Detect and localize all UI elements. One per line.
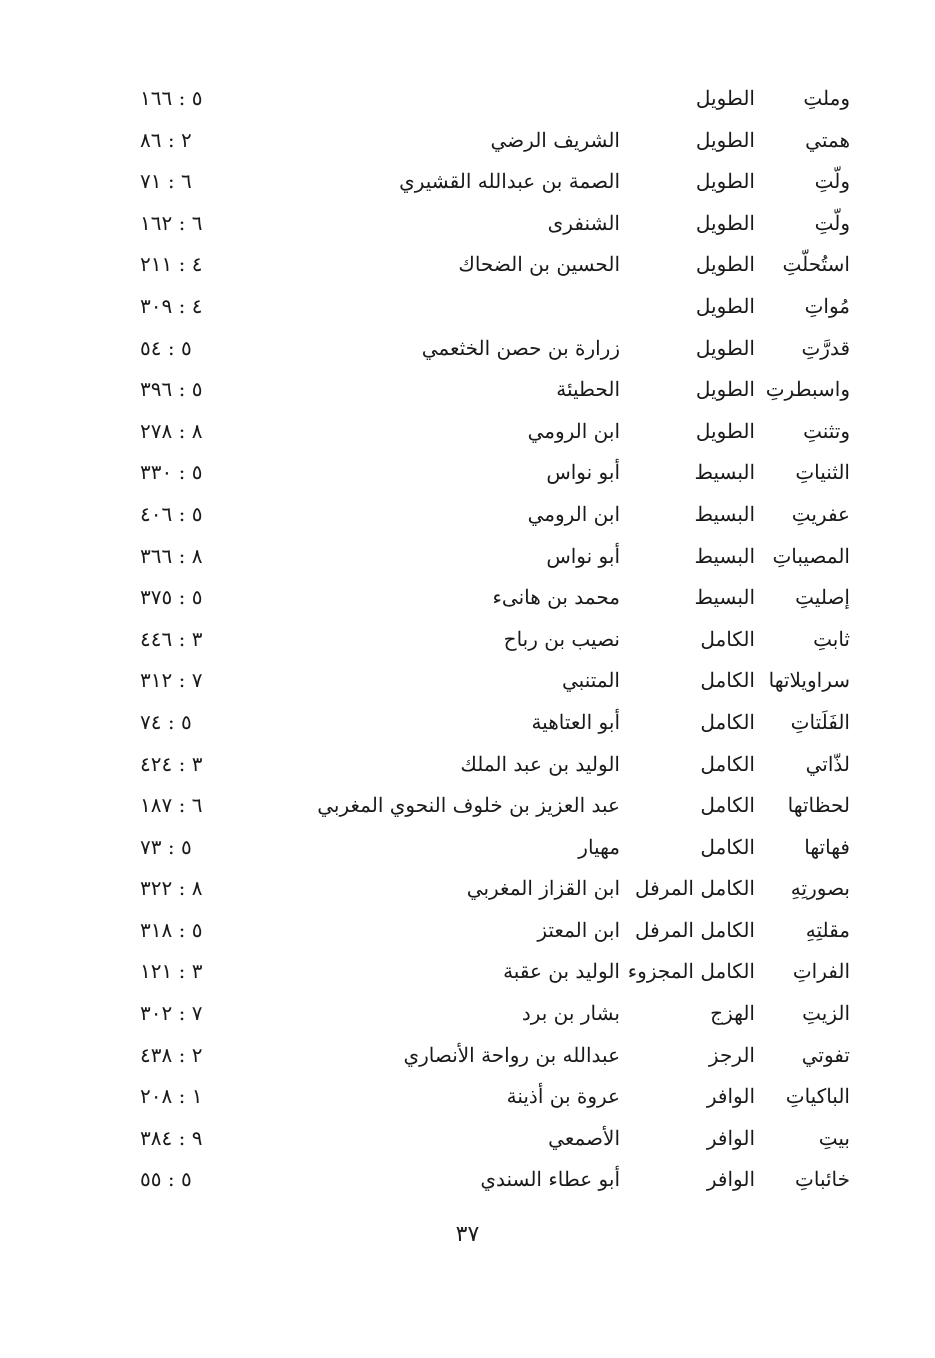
meter-name: الرجز (708, 1042, 755, 1067)
meter-name: الطويل (695, 377, 755, 402)
rhyme-word: الفراتِ (792, 959, 850, 984)
index-row (0, 789, 935, 831)
meter-name: الكامل (700, 834, 755, 859)
rhyme-word: قدرَّتِ (801, 335, 850, 360)
poet-name: الحسين بن الضحاك (458, 252, 620, 277)
rhyme-word: بصورتِهِ (790, 876, 850, 901)
volume-page-ref: ٦ : ١٨٧ (140, 793, 203, 818)
index-row (0, 1163, 935, 1205)
poet-name: الوليد بن عقبة (503, 959, 620, 984)
volume-page-ref: ٤ : ٣٠٩ (140, 293, 203, 318)
poet-name: ابن الرومي (527, 418, 620, 443)
rhyme-word: خائباتِ (795, 1167, 850, 1192)
meter-name: الهزج (710, 1001, 755, 1026)
rhyme-word: همتي (805, 127, 850, 152)
rhyme-word: ثابتِ (813, 626, 850, 651)
poet-name: أبو نواس (546, 543, 620, 568)
index-row (0, 748, 935, 790)
rhyme-word: الثنياتِ (795, 460, 850, 485)
meter-name: البسيط (694, 501, 755, 526)
poet-name: بشار بن برد (521, 1001, 620, 1026)
meter-name: الوافر (706, 1167, 755, 1192)
meter-name: الكامل المجزوء (627, 959, 755, 984)
index-row (0, 82, 935, 124)
rhyme-word: فهاتها (804, 834, 850, 859)
rhyme-word: ولّتِ (814, 169, 850, 194)
meter-name: الطويل (695, 86, 755, 110)
poet-name: عروة بن أذينة (506, 1084, 620, 1109)
meter-name: الوافر (706, 1084, 755, 1109)
meter-name: الكامل المرفل (635, 917, 755, 942)
index-row (0, 1122, 935, 1164)
poet-name: عبدالله بن رواحة الأنصاري (403, 1042, 620, 1067)
poet-name: محمد بن هانىء (492, 585, 620, 610)
poet-name: أبو عطاء السندي (480, 1167, 620, 1192)
index-row (0, 872, 935, 914)
index-row (0, 955, 935, 997)
volume-page-ref: ٥ : ٧٣ (140, 834, 192, 859)
index-row (0, 498, 935, 540)
index-row (0, 456, 935, 498)
meter-name: الكامل (700, 709, 755, 734)
index-row (0, 581, 935, 623)
volume-page-ref: ٥ : ٣٩٦ (140, 377, 203, 402)
volume-page-ref: ٢ : ٨٦ (140, 127, 192, 152)
meter-name: الكامل المرفل (635, 876, 755, 901)
meter-name: الكامل (700, 751, 755, 776)
index-row (0, 373, 935, 415)
index-row (0, 1080, 935, 1122)
volume-page-ref: ٣ : ٤٢٤ (140, 751, 203, 776)
rhyme-word: الزيتِ (802, 1001, 850, 1026)
rhyme-word: الفَلَتاتِ (790, 709, 850, 734)
poet-name: زرارة بن حصن الخثعمي (421, 335, 620, 360)
index-row (0, 332, 935, 374)
volume-page-ref: ٦ : ٧١ (140, 169, 192, 194)
meter-name: الوافر (706, 1125, 755, 1150)
volume-page-ref: ٤ : ٢١١ (140, 252, 203, 277)
rhyme-word: مُواتِ (804, 293, 850, 318)
rhyme-word: وملتِ (803, 86, 850, 110)
meter-name: الطويل (695, 335, 755, 360)
meter-name: الطويل (695, 418, 755, 443)
rhyme-word: المصيباتِ (772, 543, 850, 568)
index-row (0, 623, 935, 665)
meter-name: البسيط (694, 585, 755, 610)
poet-name: الشنفرى (547, 210, 620, 235)
volume-page-ref: ٣ : ١٢١ (140, 959, 203, 984)
volume-page-ref: ٧ : ٣٠٢ (140, 1001, 203, 1026)
meter-name: الطويل (695, 169, 755, 194)
volume-page-ref: ٥ : ٥٤ (140, 335, 192, 360)
meter-name: الكامل (700, 626, 755, 651)
meter-name: الطويل (695, 127, 755, 152)
index-row (0, 248, 935, 290)
rhyme-word: سراويلاتها (768, 668, 850, 693)
meter-name: البسيط (694, 543, 755, 568)
volume-page-ref: ٥ : ١٦٦ (140, 86, 203, 110)
index-row (0, 207, 935, 249)
meter-name: الكامل (700, 793, 755, 818)
volume-page-ref: ٨ : ٣٢٢ (140, 876, 203, 901)
index-row (0, 706, 935, 748)
poet-name: الحطيئة (556, 377, 620, 402)
volume-page-ref: ٧ : ٣١٢ (140, 668, 203, 693)
volume-page-ref: ٥ : ٧٤ (140, 709, 192, 734)
volume-page-ref: ٥ : ٣٧٥ (140, 585, 203, 610)
poet-name: عبد العزيز بن خلوف النحوي المغربي (317, 793, 620, 818)
rhyme-word: عفريتِ (791, 501, 850, 526)
volume-page-ref: ٥ : ٥٥ (140, 1167, 192, 1192)
volume-page-ref: ٥ : ٣٣٠ (140, 460, 203, 485)
volume-page-ref: ٥ : ٣١٨ (140, 917, 203, 942)
index-row (0, 415, 935, 457)
meter-name: البسيط (694, 460, 755, 485)
rhyme-word: لذّاتي (805, 751, 850, 776)
meter-name: الكامل (700, 668, 755, 693)
volume-page-ref: ٦ : ١٦٢ (140, 210, 203, 235)
poet-name: مهيار (578, 834, 620, 859)
poet-name: الشريف الرضي (490, 127, 620, 152)
index-row (0, 165, 935, 207)
rhyme-word: الباكياتِ (785, 1084, 850, 1109)
index-row (0, 290, 935, 332)
page-number: ٣٧ (455, 1222, 480, 1247)
volume-page-ref: ٩ : ٣٨٤ (140, 1125, 203, 1150)
rhyme-word: بيتِ (818, 1125, 850, 1150)
rhyme-word: تفوتي (801, 1042, 850, 1067)
rhyme-word: ولّتِ (814, 210, 850, 235)
poet-name: ابن القزاز المغربي (466, 876, 620, 901)
volume-page-ref: ٥ : ٤٠٦ (140, 501, 203, 526)
volume-page-ref: ١ : ٢٠٨ (140, 1084, 203, 1109)
volume-page-ref: ٣ : ٤٤٦ (140, 626, 203, 651)
index-row (0, 540, 935, 582)
poet-name: أبو العتاهية (531, 709, 620, 734)
meter-name: الطويل (695, 210, 755, 235)
index-row (0, 914, 935, 956)
meter-name: الطويل (695, 252, 755, 277)
index-row (0, 997, 935, 1039)
poet-name: ابن المعتز (537, 917, 620, 942)
poet-name: الصمة بن عبدالله القشيري (399, 169, 620, 194)
index-row (0, 1039, 935, 1081)
index-row (0, 124, 935, 166)
volume-page-ref: ٢ : ٤٣٨ (140, 1042, 203, 1067)
index-row (0, 664, 935, 706)
poet-name: نصيب بن رباح (503, 626, 620, 651)
poet-name: ابن الرومي (527, 501, 620, 526)
rhyme-word: استُحلّتِ (782, 252, 850, 277)
poet-name: أبو نواس (546, 460, 620, 485)
rhyme-word: وتثنتِ (803, 418, 850, 443)
meter-name: الطويل (695, 293, 755, 318)
poet-name: الأصمعي (548, 1125, 620, 1150)
poet-name: المتنبي (562, 668, 620, 693)
rhyme-word: لحظاتها (787, 793, 850, 818)
rhyme-word: مقلتِهِ (805, 917, 850, 942)
volume-page-ref: ٨ : ٢٧٨ (140, 418, 203, 443)
poet-name: الوليد بن عبد الملك (460, 751, 620, 776)
volume-page-ref: ٨ : ٣٦٦ (140, 543, 203, 568)
poetry-index-table (0, 82, 935, 1205)
index-row (0, 831, 935, 873)
rhyme-word: إصليتِ (795, 585, 850, 610)
rhyme-word: واسبطرتِ (765, 377, 850, 402)
